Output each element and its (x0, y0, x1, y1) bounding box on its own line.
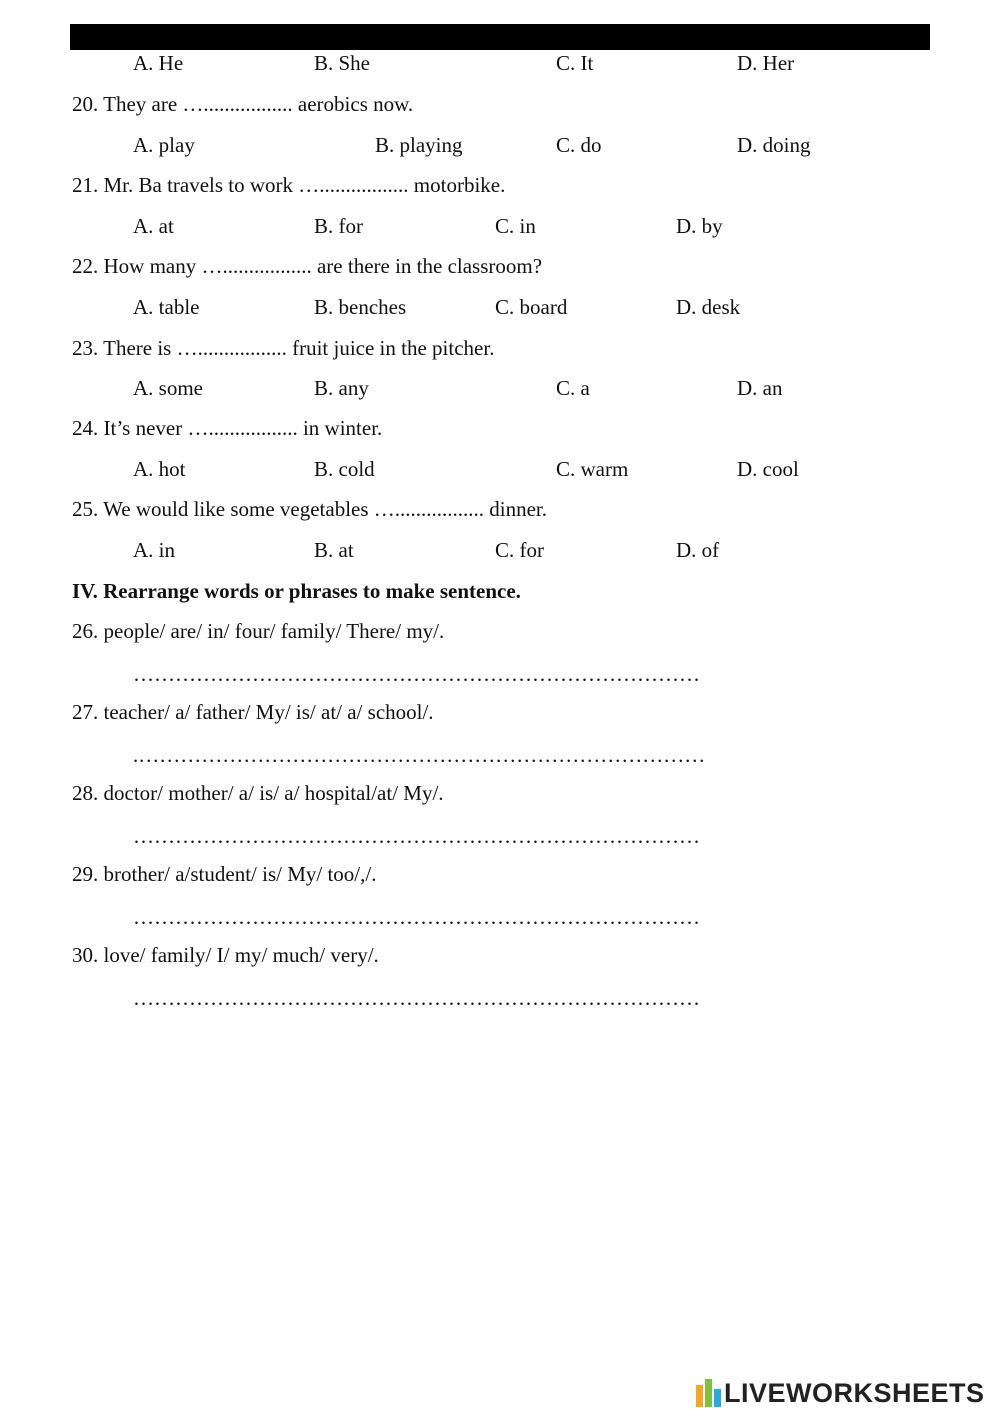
answer-field-29[interactable]: ……………………………………………………………………… (133, 905, 700, 929)
option-d[interactable]: D. doing (737, 133, 811, 157)
question-24 (0, 413, 1000, 443)
option-d[interactable]: D. desk (676, 295, 741, 319)
question-22-text: 22. How many …................. are there in the classroom? (72, 254, 543, 278)
question-28-answer-line (0, 821, 1000, 851)
question-23-text: 23. There is …................. fruit juice in the pitcher. (72, 336, 495, 360)
option-c[interactable]: C. warm (556, 457, 629, 481)
question-27-answer-line (0, 740, 1000, 770)
header-bar (70, 24, 930, 50)
option-a[interactable]: A. play (133, 133, 195, 157)
option-c[interactable]: C. for (495, 538, 544, 562)
question-26 (0, 616, 1000, 646)
option-d[interactable]: D. of (676, 538, 720, 562)
option-d[interactable]: D. an (737, 376, 783, 400)
question-26-answer-line (0, 659, 1000, 689)
question-26-text: 26. people/ are/ in/ four/ family/ There/ my/. (72, 619, 445, 643)
option-a[interactable]: A. He (133, 51, 184, 75)
question-23-options (0, 373, 1000, 403)
question-30-answer-line (0, 983, 1000, 1013)
option-c[interactable]: C. board (495, 295, 568, 319)
question-19-options (0, 48, 1000, 78)
liveworksheets-logo-icon (696, 1379, 722, 1407)
option-a[interactable]: A. hot (133, 457, 186, 481)
question-20 (0, 89, 1000, 119)
question-24-options (0, 454, 1000, 484)
option-d[interactable]: D. Her (737, 51, 795, 75)
answer-field-27[interactable]: .……………………………………………………………………… (133, 743, 706, 767)
option-a[interactable]: A. in (133, 538, 175, 562)
option-b[interactable]: B. benches (314, 295, 407, 319)
answer-field-28[interactable]: ……………………………………………………………………… (133, 824, 700, 848)
option-c[interactable]: C. do (556, 133, 602, 157)
question-29-text: 29. brother/ a/student/ is/ My/ too/,/. (72, 862, 377, 886)
section-4-heading: IV. Rearrange words or phrases to make sentence. (72, 579, 521, 603)
question-29 (0, 859, 1000, 889)
logo-text: LIVEWORKSHEETS (724, 1377, 985, 1408)
answer-field-26[interactable]: ……………………………………………………………………… (133, 662, 700, 686)
question-21 (0, 170, 1000, 200)
question-22-options (0, 292, 1000, 322)
question-28 (0, 778, 1000, 808)
question-27-text: 27. teacher/ a/ father/ My/ is/ at/ a/ school/. (72, 700, 434, 724)
option-c[interactable]: C. in (495, 214, 536, 238)
option-b[interactable]: B. for (314, 214, 363, 238)
option-a[interactable]: A. table (133, 295, 200, 319)
question-28-text: 28. doctor/ mother/ a/ is/ a/ hospital/at/ My/. (72, 781, 444, 805)
question-21-options (0, 211, 1000, 241)
option-c[interactable]: C. a (556, 376, 590, 400)
question-27 (0, 697, 1000, 727)
option-a[interactable]: A. at (133, 214, 174, 238)
option-c[interactable]: C. It (556, 51, 594, 75)
option-d[interactable]: D. cool (737, 457, 799, 481)
question-23 (0, 333, 1000, 363)
answer-field-30[interactable]: ……………………………………………………………………… (133, 986, 700, 1010)
option-b[interactable]: B. any (314, 376, 369, 400)
option-b[interactable]: B. at (314, 538, 354, 562)
liveworksheets-logo[interactable] (696, 1377, 985, 1409)
option-b[interactable]: B. playing (375, 133, 463, 157)
option-d[interactable]: D. by (676, 214, 723, 238)
question-21-text: 21. Mr. Ba travels to work …................. motorbike. (72, 173, 506, 197)
option-b[interactable]: B. cold (314, 457, 375, 481)
option-b[interactable]: B. She (314, 51, 371, 75)
question-25-options (0, 535, 1000, 565)
question-29-answer-line (0, 902, 1000, 932)
question-24-text: 24. It’s never …................. in winter. (72, 416, 383, 440)
option-a[interactable]: A. some (133, 376, 203, 400)
question-20-options (0, 130, 1000, 160)
question-22 (0, 251, 1000, 281)
question-20-text: 20. They are …................. aerobics now. (72, 92, 414, 116)
question-25-text: 25. We would like some vegetables …................. dinner. (72, 497, 548, 521)
question-25 (0, 494, 1000, 524)
section-heading (0, 576, 1000, 606)
question-30-text: 30. love/ family/ I/ my/ much/ very/. (72, 943, 379, 967)
question-30 (0, 940, 1000, 970)
